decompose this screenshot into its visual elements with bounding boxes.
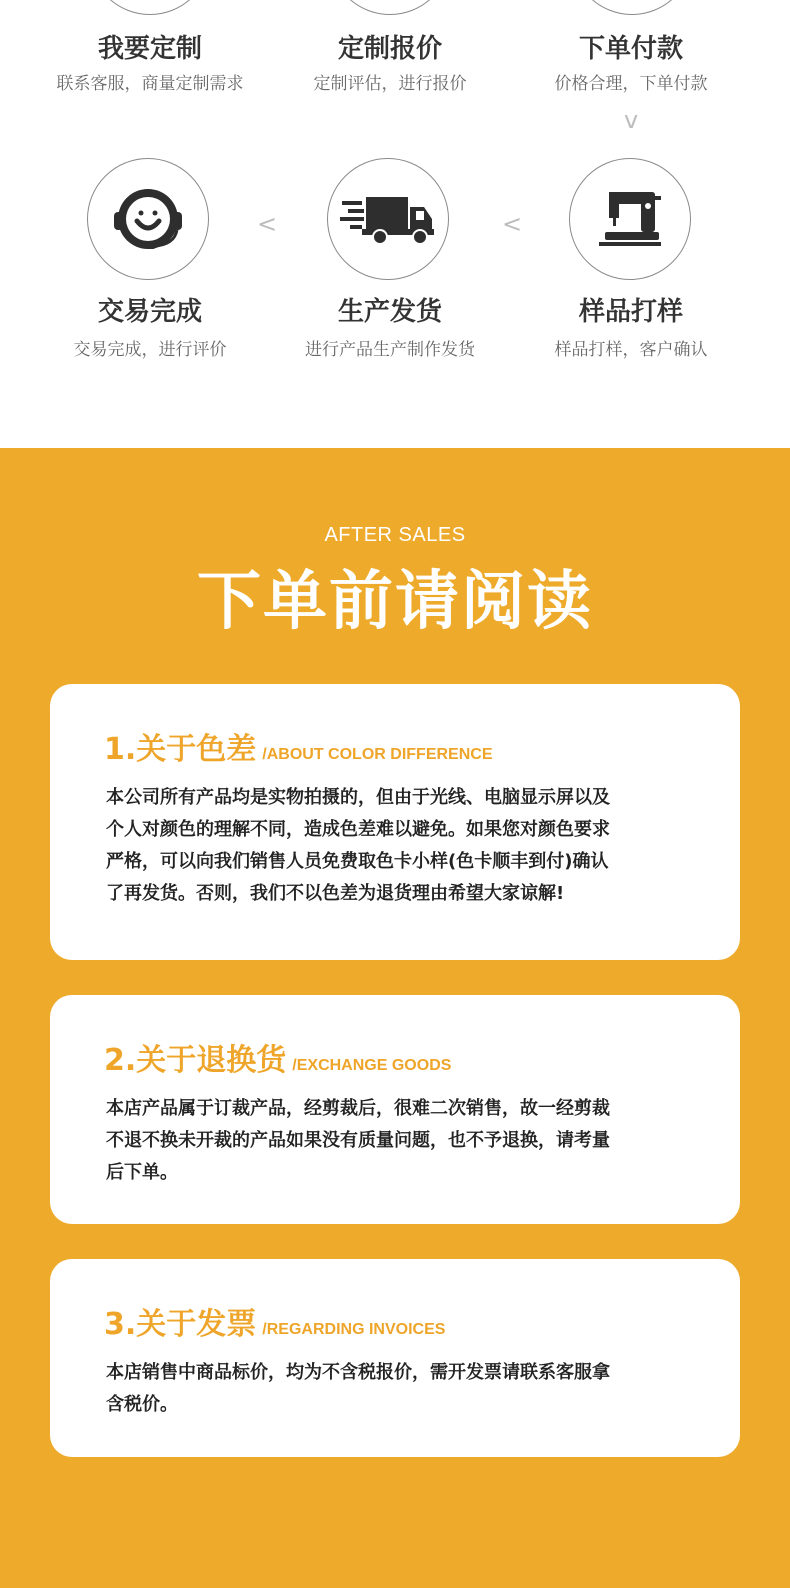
step-title: 下单付款 <box>578 34 683 64</box>
step-desc: 价格合理，下单付款 <box>554 74 708 94</box>
arrow-down-icon: v <box>624 106 639 134</box>
card-heading <box>104 1041 451 1081</box>
section-kicker: AFTER SALES <box>324 524 466 546</box>
arrow-left-icon: < <box>257 210 278 238</box>
step-circle-5 <box>327 158 449 280</box>
sewing-machine-icon <box>595 184 665 254</box>
notice-card-exchange <box>50 995 740 1224</box>
card-title: 1.关于色差 <box>104 732 257 767</box>
step-circle-3 <box>571 0 693 15</box>
card-title: 3.关于发票 <box>104 1307 257 1342</box>
step-circle-6 <box>569 158 691 280</box>
step-title: 定制报价 <box>337 34 442 64</box>
step-desc: 联系客服，商量定制需求 <box>56 74 244 94</box>
card-line: 了再发货。否则，我们不以色差为退货理由希望大家谅解! <box>106 883 565 904</box>
step-circle-1 <box>89 0 211 15</box>
notice-card-color-difference <box>50 684 740 960</box>
card-line: 本店销售中商品标价，均为不含税报价，需开发票请联系客服拿 <box>106 1362 610 1383</box>
notice-card-invoices <box>50 1259 740 1457</box>
headset-icon <box>108 179 188 259</box>
step-desc: 进行产品生产制作发货 <box>305 340 475 360</box>
step-circle-4 <box>87 158 209 280</box>
step-circle-2 <box>329 0 451 15</box>
card-body <box>106 782 686 910</box>
card-title: 2.关于退换货 <box>104 1043 287 1078</box>
card-line: 本店产品属于订裁产品，经剪裁后，很难二次销售，故一经剪裁 <box>106 1098 610 1119</box>
step-title: 交易完成 <box>97 297 202 327</box>
card-line: 不退不换未开裁的产品如果没有质量问题，也不予退换，请考量 <box>106 1130 610 1151</box>
step-desc: 样品打样，客户确认 <box>554 340 708 360</box>
step-title: 样品打样 <box>578 297 683 327</box>
card-line: 含税价。 <box>106 1394 178 1415</box>
section-headline: 下单前请阅读 <box>197 565 593 639</box>
process-section <box>0 0 790 448</box>
card-line: 后下单。 <box>106 1162 178 1183</box>
step-title: 我要定制 <box>97 34 202 64</box>
card-body <box>106 1093 686 1189</box>
step-desc: 交易完成，进行评价 <box>73 340 227 360</box>
card-line: 本公司所有产品均是实物拍摄的，但由于光线、电脑显示屏以及 <box>106 787 610 808</box>
truck-icon <box>340 189 436 249</box>
arrow-left-icon: < <box>502 210 523 238</box>
card-body <box>106 1357 686 1421</box>
step-title: 生产发货 <box>337 297 442 327</box>
card-heading <box>104 1305 445 1345</box>
card-subtitle: /REGARDING INVOICES <box>262 1321 446 1338</box>
card-heading <box>104 730 493 770</box>
card-subtitle: /ABOUT COLOR DIFFERENCE <box>262 746 493 763</box>
after-sales-section <box>0 448 790 1588</box>
card-line: 严格，可以向我们销售人员免费取色卡小样(色卡顺丰到付)确认 <box>106 851 609 872</box>
step-desc: 定制评估，进行报价 <box>313 74 467 94</box>
card-subtitle: /EXCHANGE GOODS <box>292 1057 452 1074</box>
card-line: 个人对颜色的理解不同，造成色差难以避免。如果您对颜色要求 <box>106 819 610 840</box>
